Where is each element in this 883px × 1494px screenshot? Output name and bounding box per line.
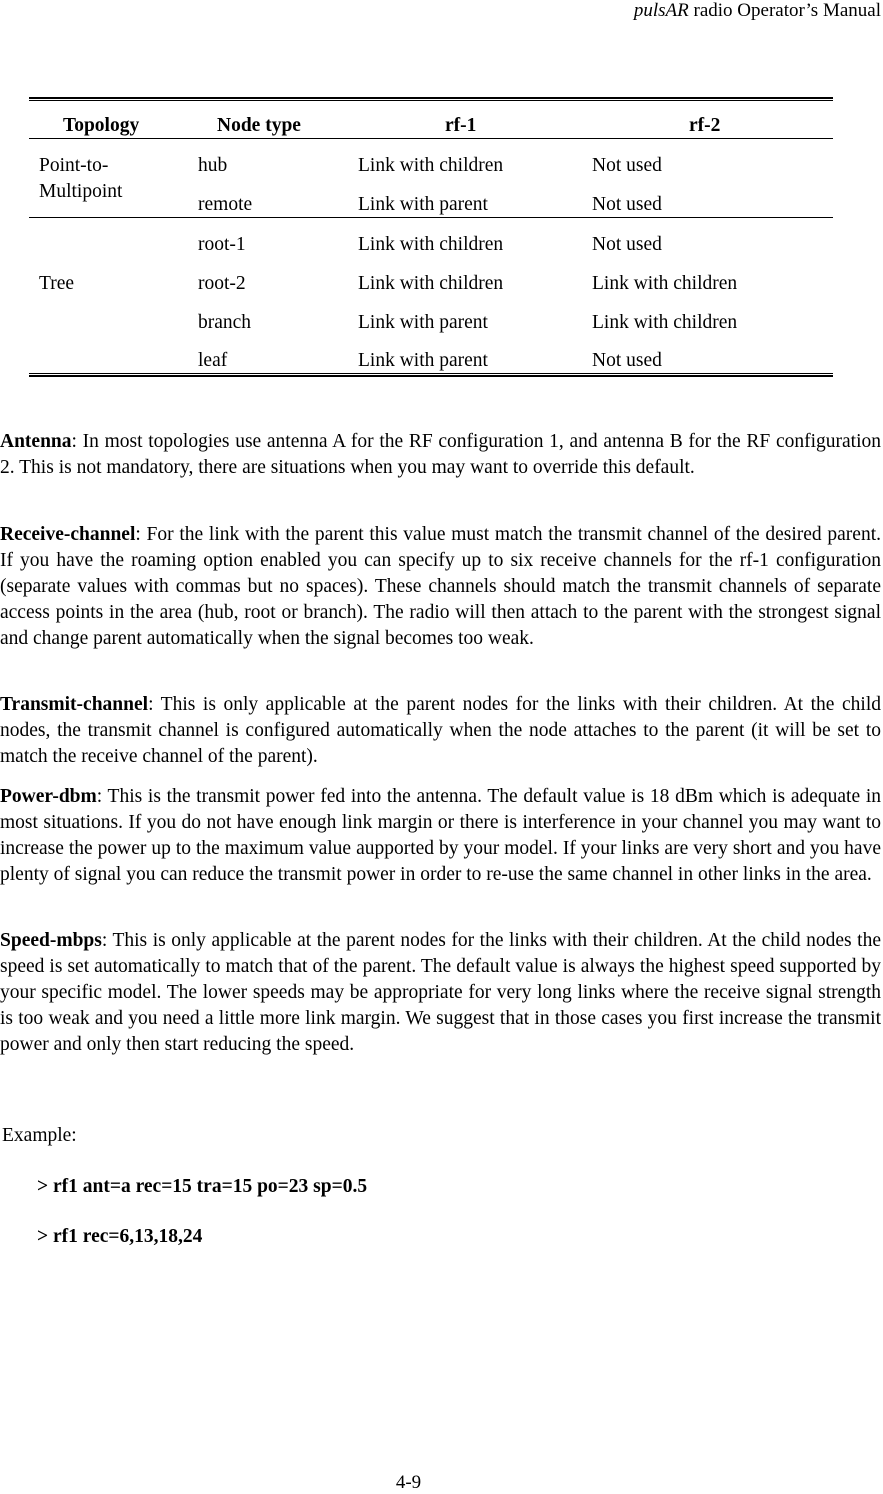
node-type-cell: branch [198,312,252,333]
term-speed-mbps: Speed-mbps [0,930,102,951]
topology-cell: Point-to- [39,155,109,176]
rf-2-cell: Not used [592,194,662,215]
paragraph-text: : This is only applicable at the parent nodes for the links with their children. At the child nodes, the transmit channel is configured automatically when the node attaches to the parent (it will be set to match the receive channel of the parent). [0,694,881,767]
example-label: Example: [2,1125,77,1146]
rf-1-cell: Link with children [358,155,504,176]
paragraph-text: : In most topologies use antenna A for the RF configuration 1, and antenna B for the RF configuration 2. This is not mandatory, there are situations when you may want to override this default. [0,431,881,478]
example-command: > rf1 ant=a rec=15 tra=15 po=23 sp=0.5 [37,1176,368,1197]
rf-1-cell: Link with parent [358,350,488,371]
table-group-rule [29,217,833,218]
term-receive-channel: Receive-channel [0,524,136,545]
node-type-cell: root-2 [198,273,246,294]
rf-1-cell: Link with parent [358,194,488,215]
rf-1-cell: Link with children [358,273,504,294]
column-header-topology: Topology [63,115,140,136]
node-type-cell: root-1 [198,234,246,255]
table-bottom-rule [29,373,833,377]
node-type-cell: hub [198,155,228,176]
column-header-node-type: Node type [217,115,301,136]
rf-2-cell: Not used [592,155,662,176]
rf-2-cell: Not used [592,234,662,255]
table-header-rule [29,138,833,139]
term-antenna: Antenna [0,431,72,452]
page-header [634,0,881,22]
term-transmit-channel: Transmit-channel [0,694,149,715]
example-command: > rf1 rec=6,13,18,24 [37,1226,203,1247]
header-title: radio Operator’s Manual [688,0,881,21]
rf-2-cell: Link with children [592,273,738,294]
paragraph-text: : This is the transmit power fed into the antenna. The default value is 18 dBm which is adequate in most situations. If you do not have enough link margin or there is interference in your channel you may want to increase the power up to the maximum value aupported by your model. If your links are very short and you have plenty of signal you can reduce the transmit power in order to re-use the same channel in other links in the area. [0,786,881,885]
paragraph-antenna [0,429,881,481]
node-type-cell: remote [198,194,253,215]
column-header-rf-1: rf-1 [445,115,477,136]
paragraph-text: : This is only applicable at the parent nodes for the links with their children. At the child nodes the speed is set automatically to match that of the parent. The default value is always the highest speed supported by your specific model. The lower speeds may be appropriate for very long links where the receive signal strength is too weak and you need a little more link margin. We suggest that in those cases you first increase the transmit power and only then start reducing the speed. [0,930,881,1055]
term-power-dbm: Power-dbm [0,786,97,807]
topology-cell: Tree [39,273,75,294]
rf-1-cell: Link with children [358,234,504,255]
paragraph-text: : For the link with the parent this value must match the transmit channel of the desired parent. If you have the roaming option enabled you can specify up to six receive channels for the rf-1 configuration (separate values with commas but no spaces). These channels should match the transmit channels of separate access points in the area (hub, root or branch). The radio will then attach to the parent with the strongest signal and change parent automatically when the signal becomes too weak. [0,524,881,649]
rf-2-cell: Link with children [592,312,738,333]
rf-1-cell: Link with parent [358,312,488,333]
rf-2-cell: Not used [592,350,662,371]
table-top-rule [29,97,833,101]
column-header-rf-2: rf-2 [689,115,721,136]
paragraph-power-dbm [0,784,881,888]
header-brand: pulsAR [633,0,689,21]
paragraph-transmit-channel [0,692,881,770]
paragraph-receive-channel [0,522,881,652]
node-type-cell: leaf [198,350,228,371]
page-number: 4-9 [395,1472,422,1493]
paragraph-speed-mbps [0,928,881,1058]
topology-cell: Multipoint [39,181,123,202]
